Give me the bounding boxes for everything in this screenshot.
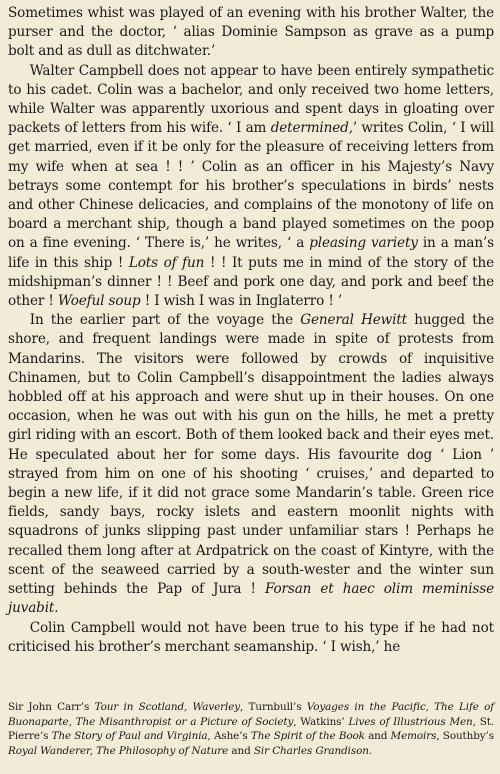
italic-text-run: Forsan et haec olim meminisse juvabit.	[8, 581, 494, 617]
italic-text-run: Royal Wanderer, The Philosophy of Nature	[8, 744, 229, 757]
italic-text-run: Memoirs	[390, 730, 437, 743]
footnote	[8, 700, 494, 758]
main-text	[8, 4, 494, 657]
text-run: ! I wish I was in Inglaterro ! ’	[140, 293, 342, 310]
text-run: Sometimes whist was played of an evening with his brother Walter, the purser and the doctor, ‘ alias Dominie Sampson as grave as a pump bolt and as dull as ditchwater.’	[8, 5, 494, 60]
paragraph-2	[8, 62, 494, 312]
italic-text-run: General Hewitt	[300, 312, 407, 329]
italic-text-run: Voyages in the Pacific, The Life of Buonaparte, The Misanthropist or a Picture of Society	[8, 701, 494, 728]
text-run: Colin Campbell would not have been true to his type if he had not criticised his brother’s merchant seamanship. ‘ I wish,’ he	[8, 619, 494, 655]
paragraph-3	[8, 311, 494, 618]
text-run: Sir John Carr’s	[8, 701, 95, 713]
italic-text-run: Woeful soup	[57, 293, 141, 310]
text-run: , Turnbull’s	[240, 701, 307, 713]
text-run: hugged the shore, and frequent landings were made in spite of protests from Mandarins. The visitors were followed by crowds of inquisitive Chinamen, but to Colin Campbell’s disappointment the ladies always hobbled off at his approach and were shut up in their houses. On one occasion, when he was out with his gun on the hills, he met a pretty girl riding with an escort. Both of them looked back and their eyes met. He speculated about her for some days. His favourite dog ‘ Lion ’ strayed from him on one of his shooting ‘ cruises,’ and departed to begin a new life, if it did not grace some Mandarin’s table. Green rice fields, sandy bays, rocky islets and eastern moonlit nights with squadrons of junks slipping past under unfamiliar stars ! Perhaps he recalled them long after at Ardpatrick on the coast of Kintyre, with the scent of the seaweed carried by a south-wester and the winter sun setting behinds the Pap of Jura !	[8, 312, 495, 598]
paragraph-4	[8, 619, 494, 657]
italic-text-run: The Story of Paul and Virginia	[51, 730, 208, 743]
text-run: , Southby’s	[436, 730, 494, 743]
italic-text-run: The Spirit of the Book	[250, 730, 365, 743]
text-run: , St. Pierre’s	[8, 715, 495, 743]
italic-text-run: determined	[270, 120, 349, 137]
text-run: in a man’s life in this ship !	[8, 235, 494, 271]
italic-text-run: Lives of Illustrious Men	[348, 715, 473, 728]
text-run: In the earlier part of the voyage the	[29, 312, 301, 329]
italic-text-run: Sir Charles Grandison.	[253, 744, 373, 757]
text-run: ! ! It puts me in mind of the story of the midshipman’s dinner ! ! Beef and pork one day, and pork and beef the other !	[8, 254, 495, 310]
paragraph-1	[8, 4, 494, 62]
text-run: ,’ writes Colin, ‘ I will get married, even if it be only for the pleasure of receiving letters from my wife when at sea ! ! ’ Colin as an officer in his Majesty’s Navy betrays some contempt for his brother’s speculations in birds’ nests and other Chinese delicacies, and complains of the monotony of life on board a merchant ship, though a band played sometimes on the poop on a fine evening. ‘ There is,’ he writes, ‘ a	[8, 120, 494, 252]
italic-text-run: Lots of fun	[128, 254, 205, 271]
italic-text-run: pleasing variety	[309, 235, 418, 252]
text-run: and	[364, 730, 391, 743]
italic-text-run: Tour in Scotland, Waverley	[94, 701, 241, 713]
text-run: , Watkins’	[293, 715, 349, 728]
footnote-text	[8, 700, 494, 758]
text-run: , Ashe’s	[207, 730, 251, 743]
text-run: Walter Campbell does not appear to have been entirely sympathetic to his cadet. Colin was a bachelor, and only received two home letters, while Walter was apparently uxorious and spent days in gloating over packets of letters from his wife. ‘ I am	[8, 62, 494, 137]
text-run: and	[228, 744, 254, 757]
